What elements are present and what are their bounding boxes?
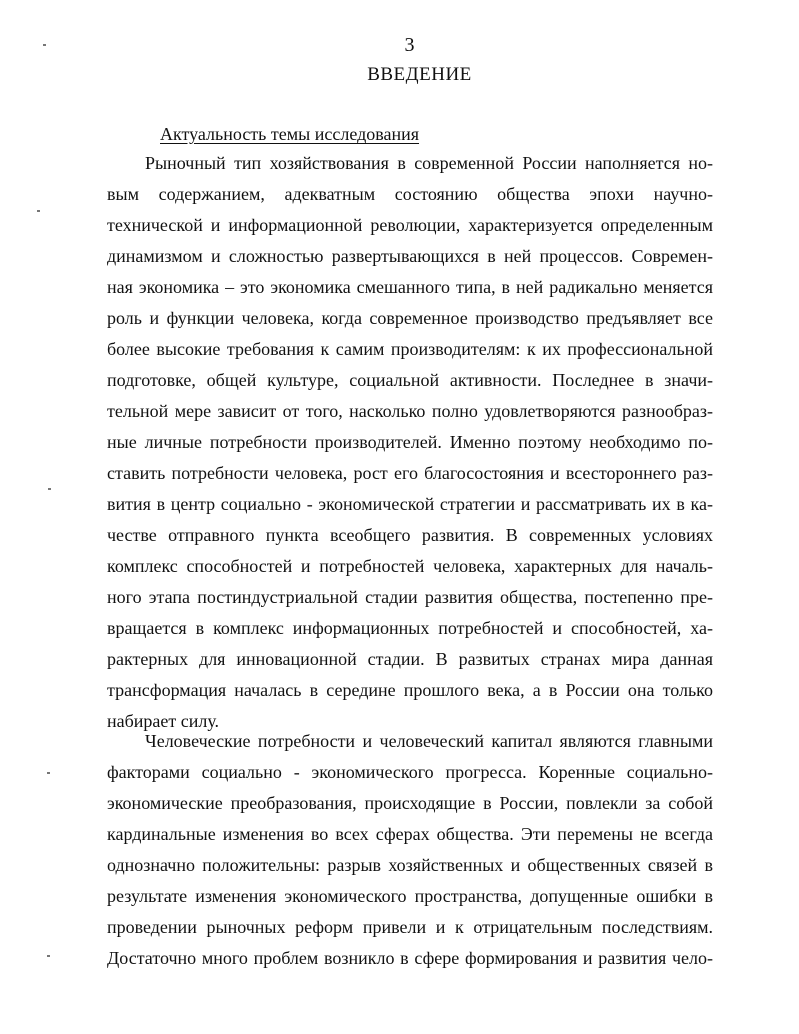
scan-speck bbox=[48, 488, 51, 490]
page-number: 3 bbox=[404, 34, 415, 56]
text-line: тельной мере зависит от того, насколько полно удовлетворяются разнообраз- bbox=[107, 401, 713, 421]
text-line: Человеческие потребности и человеческий капитал являются главными bbox=[145, 731, 713, 751]
text-line: ставить потребности человека, рост его благосостояния и всестороннего раз- bbox=[107, 463, 713, 483]
text-line: ного этапа постиндустриальной стадии развития общества, постепенно пре- bbox=[107, 587, 713, 607]
text-line: экономические преобразования, происходящие в России, повлекли за собой bbox=[107, 793, 713, 813]
text-line: вращается в комплекс информационных потребностей и способностей, ха- bbox=[107, 618, 713, 638]
scan-speck bbox=[37, 210, 40, 212]
text-line: вым содержанием, адекватным состоянию общества эпохи научно- bbox=[107, 184, 713, 204]
paragraph-2 bbox=[107, 726, 713, 974]
text-line: более высокие требования к самим производителям: к их профессиональной bbox=[107, 339, 713, 359]
text-line: ные личные потребности производителей. Именно поэтому необходимо по- bbox=[107, 432, 713, 452]
text-line: технической и информационной революции, характеризуется определенным bbox=[107, 215, 713, 235]
text-line: кардинальные изменения во всех сферах общества. Эти перемены не всегда bbox=[107, 824, 713, 844]
text-line: роль и функции человека, когда современное производство предъявляет все bbox=[107, 308, 713, 328]
text-line: честве отправного пункта всеобщего развития. В современных условиях bbox=[107, 525, 713, 545]
scan-speck bbox=[43, 44, 46, 46]
text-line: однозначно положительны: разрыв хозяйственных и общественных связей в bbox=[107, 855, 713, 875]
section-heading: ВВЕДЕНИЕ bbox=[367, 64, 472, 85]
text-line: рактерных для инновационной стадии. В развитых странах мира данная bbox=[107, 649, 713, 669]
scan-speck bbox=[47, 772, 50, 774]
subsection-heading: Актуальность темы исследования bbox=[160, 124, 420, 144]
text-line: результате изменения экономического пространства, допущенные ошибки в bbox=[107, 886, 713, 906]
text-line: проведении рыночных реформ привели и к отрицательным последствиям. bbox=[107, 917, 713, 937]
text-line: набирает силу. bbox=[107, 711, 220, 731]
text-line: комплекс способностей и потребностей человека, характерных для началь- bbox=[107, 556, 713, 576]
text-line: Достаточно много проблем возникло в сфере формирования и развития чело- bbox=[107, 948, 713, 968]
paragraph-1 bbox=[107, 148, 713, 737]
text-line: вития в центр социально - экономической стратегии и рассматривать их в ка- bbox=[107, 494, 713, 514]
text-line: трансформация началась в середине прошлого века, а в России она только bbox=[107, 680, 713, 700]
text-line: факторами социально - экономического прогресса. Коренные социально- bbox=[107, 762, 713, 782]
text-line: подготовке, общей культуре, социальной активности. Последнее в значи- bbox=[107, 370, 713, 390]
text-line: ная экономика – это экономика смешанного типа, в ней радикально меняется bbox=[107, 277, 713, 297]
scan-speck bbox=[47, 955, 50, 957]
text-line: динамизмом и сложностью развертывающихся в ней процессов. Современ- bbox=[107, 246, 713, 266]
text-line: Рыночный тип хозяйствования в современной России наполняется но- bbox=[145, 153, 713, 173]
